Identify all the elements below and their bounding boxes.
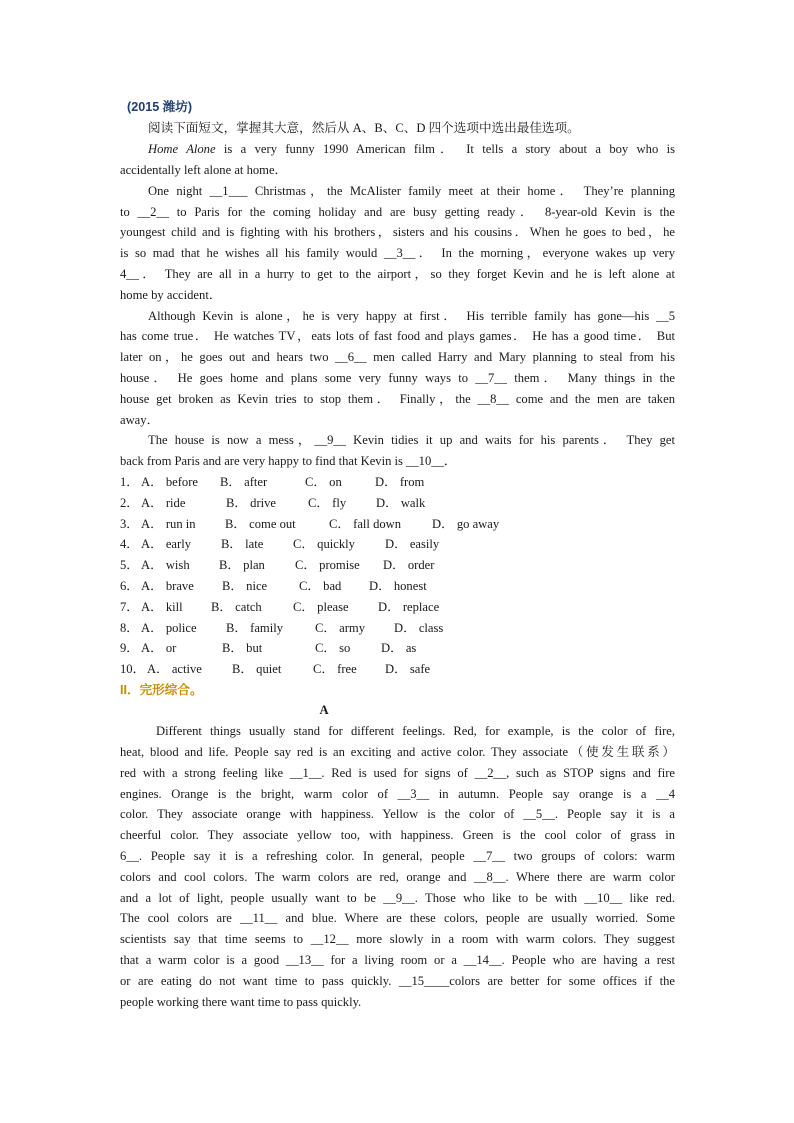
question-number: 9．	[120, 641, 139, 655]
option-b: B． come out	[225, 517, 296, 531]
passage2-line: cheerful color. They associate yellow too, with happiness. Green is the cool color of grass in	[120, 828, 675, 842]
passage1-line: home by accident．	[120, 288, 222, 302]
passage1-line: One night __1___ Christmas，the McAlister family meet at their home． They’re planning	[148, 184, 675, 198]
passage1-line: house． He goes home and plans some very funny ways to __7__ them． Many things in the	[120, 371, 675, 385]
section2-subheading: A	[319, 703, 329, 717]
question-number: 3．	[120, 517, 139, 531]
passage1-line: house get broken as Kevin tries to stop them． Finally，the __8__ come and the men are taken	[120, 392, 675, 406]
option-a: A． active	[147, 662, 202, 676]
option-a: A． wish	[141, 558, 190, 572]
option-d: D． order	[383, 558, 435, 572]
option-a: A． kill	[141, 600, 183, 614]
option-d: D． walk	[376, 496, 426, 510]
option-d: D． safe	[385, 662, 431, 676]
option-c: C． on	[305, 475, 342, 489]
option-a: A． before	[141, 475, 198, 489]
film-title: Home Alone	[148, 142, 216, 156]
question-number: 5．	[120, 558, 139, 572]
option-b: B． after	[220, 475, 268, 489]
question-number: 10．	[120, 662, 146, 676]
option-c: C． free	[313, 662, 357, 676]
passage1-line-rest: is a very funny 1990 American film． It tells a story about a boy who is	[215, 142, 675, 156]
passage1-line: The house is now a mess，__9__ Kevin tidies it up and waits for his parents． They get	[148, 433, 675, 447]
option-c: C． fall down	[329, 517, 402, 531]
option-c: C． quickly	[293, 537, 355, 551]
option-d: D． easily	[385, 537, 440, 551]
option-b: B． drive	[226, 496, 277, 510]
option-b: B． but	[222, 641, 263, 655]
question-number: 7．	[120, 600, 139, 614]
option-a: A． ride	[141, 496, 186, 510]
option-a: A． run in	[141, 517, 196, 531]
passage1-line: accidentally left alone at home．	[120, 163, 288, 177]
option-a: A． or	[141, 641, 177, 655]
passage2-line: red with a strong feeling like __1__. Red is used for signs of __2__, such as STOP signs and fire	[120, 766, 675, 780]
option-b: B． family	[226, 621, 284, 635]
option-a: A． police	[141, 621, 197, 635]
passage2-line: colors and cool colors. The warm colors are red, orange and __8__. Where there are warm color	[120, 870, 675, 884]
option-c: C． bad	[299, 579, 342, 593]
option-d: D． as	[381, 641, 417, 655]
source-label: (2015 潍坊)	[127, 100, 193, 114]
question-number: 2．	[120, 496, 139, 510]
option-b: B． quiet	[232, 662, 282, 676]
option-b: B． catch	[211, 600, 262, 614]
passage2-line: color. They associate orange with happiness. Yellow is the color of __5__. People say it is a	[120, 807, 675, 821]
passage2-line: heat, blood and life. People say red is an exciting and active color. They associate（使发生联系）	[120, 745, 675, 759]
option-d: D． from	[375, 475, 425, 489]
section1-instruction: 阅读下面短文，掌握其大意，然后从 A、B、C、D 四个选项中选出最佳选项。	[148, 121, 580, 135]
passage2-line: that a warm color is a good __13__ for a living room or a __14__. People who are having a rest	[120, 953, 675, 967]
passage2-line: 6__. People say it is a refreshing color. In general, people __7__ two groups of colors: warm	[120, 849, 675, 863]
passage1-line: to __2__ to Paris for the coming holiday and are busy getting ready． 8-year-old Kevin is the	[120, 205, 675, 219]
option-c: C． fly	[308, 496, 347, 510]
option-c: C． promise	[295, 558, 360, 572]
option-b: B． late	[221, 537, 264, 551]
passage1-line: later on，he goes out and hears two __6__ men called Harry and Mary planning to steal from his	[120, 350, 675, 364]
passage1-line: back from Paris and are very happy to find that Kevin is __10__．	[120, 454, 457, 468]
option-d: D． go away	[432, 517, 500, 531]
option-a: A． brave	[141, 579, 194, 593]
question-number: 6．	[120, 579, 139, 593]
passage2-line: or are eating do not want time to pass quickly. __15____colors are better for some offices if the	[120, 974, 675, 988]
passage1-line: is so mad that he wishes all his family would __3__． In the morning，everyone wakes up very	[120, 246, 675, 260]
option-d: D． honest	[369, 579, 427, 593]
passage2-line: engines. Orange is the bright, warm color of __3__ in autumn. People say orange is a __4	[120, 787, 675, 801]
option-c: C． please	[293, 600, 349, 614]
option-c: C． so	[315, 641, 351, 655]
passage2-line: scientists say that time seems to __12__ more slowly in a room with warm colors. They suggest	[120, 932, 675, 946]
option-b: B． nice	[222, 579, 268, 593]
passage1-line: Although Kevin is alone，he is very happy at first． His terrible family has gone—his __5	[148, 309, 675, 323]
passage1-line: youngest child and is fighting with his brothers，sisters and his cousins．When he goes to bed，he	[120, 225, 675, 239]
option-d: D． replace	[378, 600, 440, 614]
section2-heading: II．完形综合。	[120, 683, 203, 697]
passage1-line: away．	[120, 413, 160, 427]
question-number: 1．	[120, 475, 139, 489]
passage1-line: has come true． He watches TV，eats lots of fast food and plays games． He has a good time． But	[120, 329, 675, 343]
question-number: 4．	[120, 537, 139, 551]
option-d: D． class	[394, 621, 444, 635]
passage2-line: and a lot of light, people usually want to be __9__. Those who like to be with __10__ like red.	[120, 891, 675, 905]
option-b: B． plan	[219, 558, 265, 572]
passage2-line: The cool colors are __11__ and blue. Where are these colors, people are usually worried. Some	[120, 911, 675, 925]
question-number: 8．	[120, 621, 139, 635]
option-a: A． early	[141, 537, 192, 551]
passage2-line: people working there want time to pass quickly.	[120, 995, 362, 1009]
passage1-line: 4__． They are all in a hurry to get to the airport，so they forget Kevin and he is left alone at	[120, 267, 675, 281]
option-c: C． army	[315, 621, 366, 635]
passage1-line	[148, 141, 675, 158]
passage2-line: Different things usually stand for different feelings. Red, for example, is the color of fire,	[156, 724, 675, 738]
